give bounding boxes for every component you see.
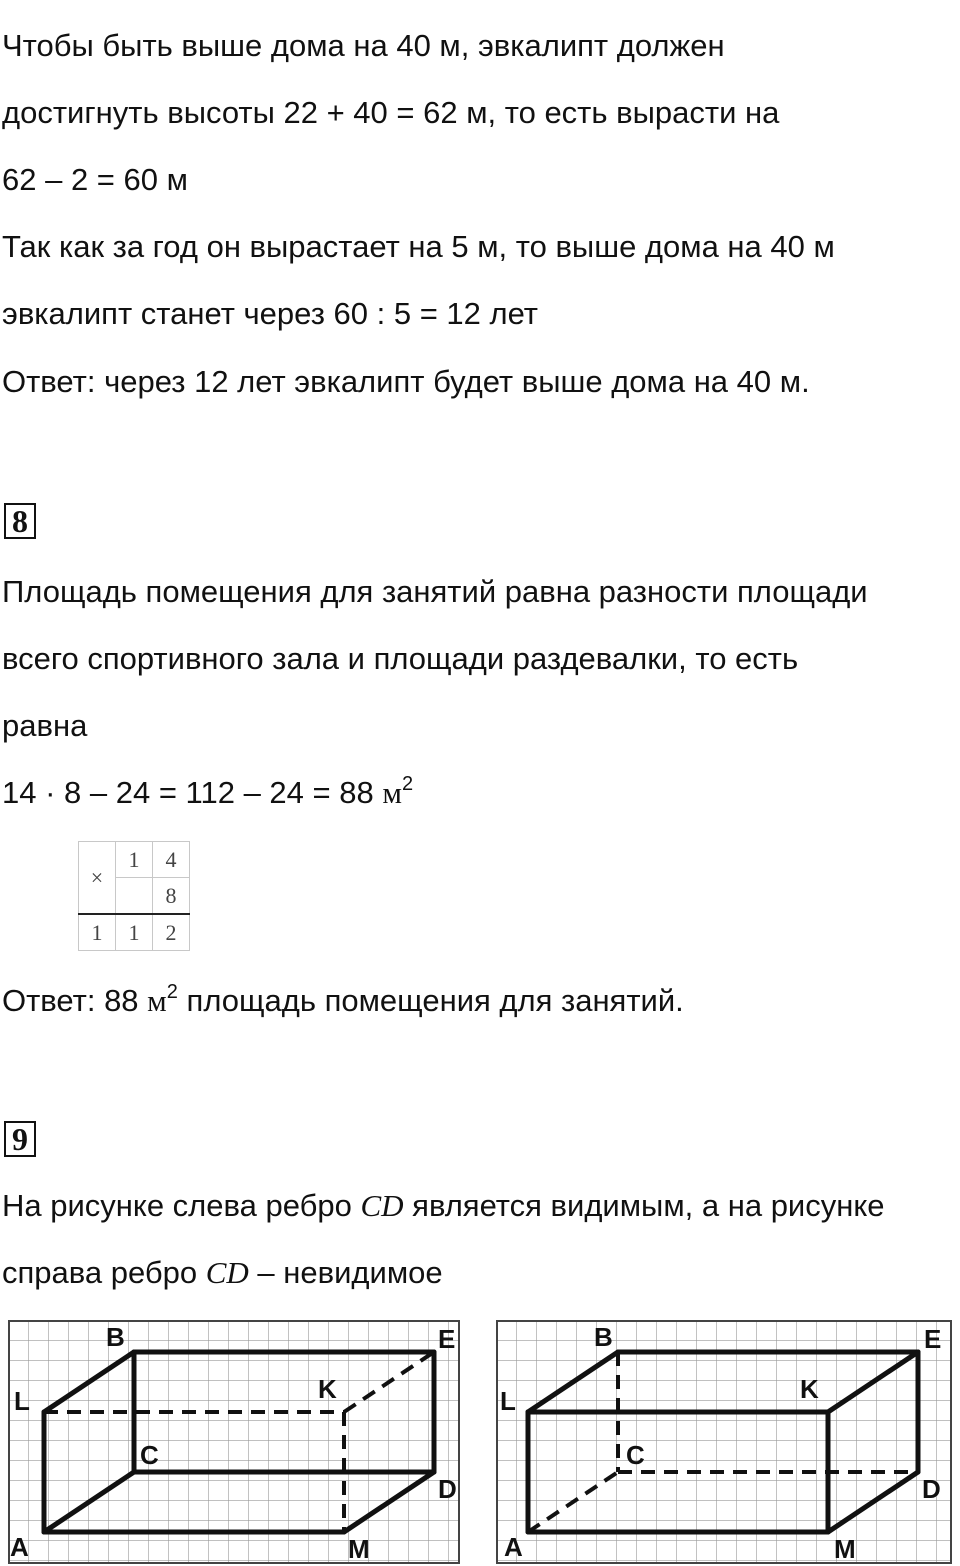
vertex-label: C: [140, 1440, 159, 1470]
text-line: [2, 1186, 885, 1226]
vertex-label: C: [626, 1440, 645, 1470]
text-line: 62 – 2 = 60 м: [2, 162, 188, 197]
unit-power: 2: [166, 980, 178, 1003]
vertex-label: K: [800, 1374, 819, 1404]
answer-line: Ответ: через 12 лет эвкалипт будет выше дома на 40 м.: [2, 364, 810, 399]
figure-left: [8, 1320, 460, 1564]
multiply-sign: ×: [79, 842, 116, 915]
unit: м: [382, 775, 402, 810]
text-line: достигнуть высоты 22 + 40 = 62 м, то есть вырасти на: [2, 95, 780, 130]
grid-background: [9, 1321, 459, 1563]
digit: 1: [79, 914, 116, 951]
task-number-8: 8: [4, 503, 36, 539]
text: На рисунке слева ребро: [2, 1188, 361, 1223]
text-line: всего спортивного зала и площади раздевалки, то есть: [2, 641, 799, 676]
vertex-label: K: [318, 1374, 337, 1404]
text-line: Чтобы быть выше дома на 40 м, эвкалипт должен: [2, 28, 725, 63]
vertex-label: B: [106, 1322, 125, 1352]
vertex-label: A: [504, 1532, 523, 1562]
vertex-label: D: [438, 1474, 457, 1504]
column-multiplication: [78, 841, 190, 951]
edge-name: CD: [360, 1188, 404, 1223]
vertex-label: M: [834, 1534, 856, 1564]
vertex-label: B: [594, 1322, 613, 1352]
text-line: эвкалипт станет через 60 : 5 = 12 лет: [2, 296, 539, 331]
answer-prefix: Ответ: 88: [2, 983, 148, 1018]
figure-right: [496, 1320, 952, 1564]
vertex-label: M: [348, 1534, 370, 1564]
text-line: Так как за год он вырастает на 5 м, то выше дома на 40 м: [2, 229, 835, 264]
answer-line: [2, 981, 684, 1021]
digit: 2: [153, 914, 190, 951]
grid-background: [497, 1321, 951, 1563]
edge-name: CD: [205, 1255, 249, 1290]
formula-line: [2, 773, 413, 813]
vertex-label: E: [438, 1324, 456, 1354]
formula-text: 14 · 8 – 24 = 112 – 24 = 88: [2, 775, 383, 810]
vertex-label: D: [922, 1474, 941, 1504]
text-line: [2, 1253, 443, 1293]
digit: 1: [116, 842, 153, 878]
answer-suffix: площадь помещения для занятий.: [177, 983, 684, 1018]
digit: 4: [153, 842, 190, 878]
text: является видимым, а на рисунке: [403, 1188, 885, 1223]
digit: [116, 878, 153, 915]
unit-power: 2: [401, 772, 414, 795]
vertex-label: L: [14, 1386, 30, 1416]
digit: 1: [116, 914, 153, 951]
text-line: Площадь помещения для занятий равна разности площади: [2, 574, 868, 609]
vertex-label: L: [500, 1386, 516, 1416]
text: справа ребро: [2, 1255, 206, 1290]
text: – невидимое: [248, 1255, 443, 1290]
vertex-label: A: [10, 1532, 29, 1562]
digit: 8: [153, 878, 190, 915]
text-line: равна: [2, 708, 88, 743]
unit: м: [147, 983, 167, 1018]
vertex-label: E: [924, 1324, 942, 1354]
task-number-9: 9: [4, 1121, 36, 1157]
